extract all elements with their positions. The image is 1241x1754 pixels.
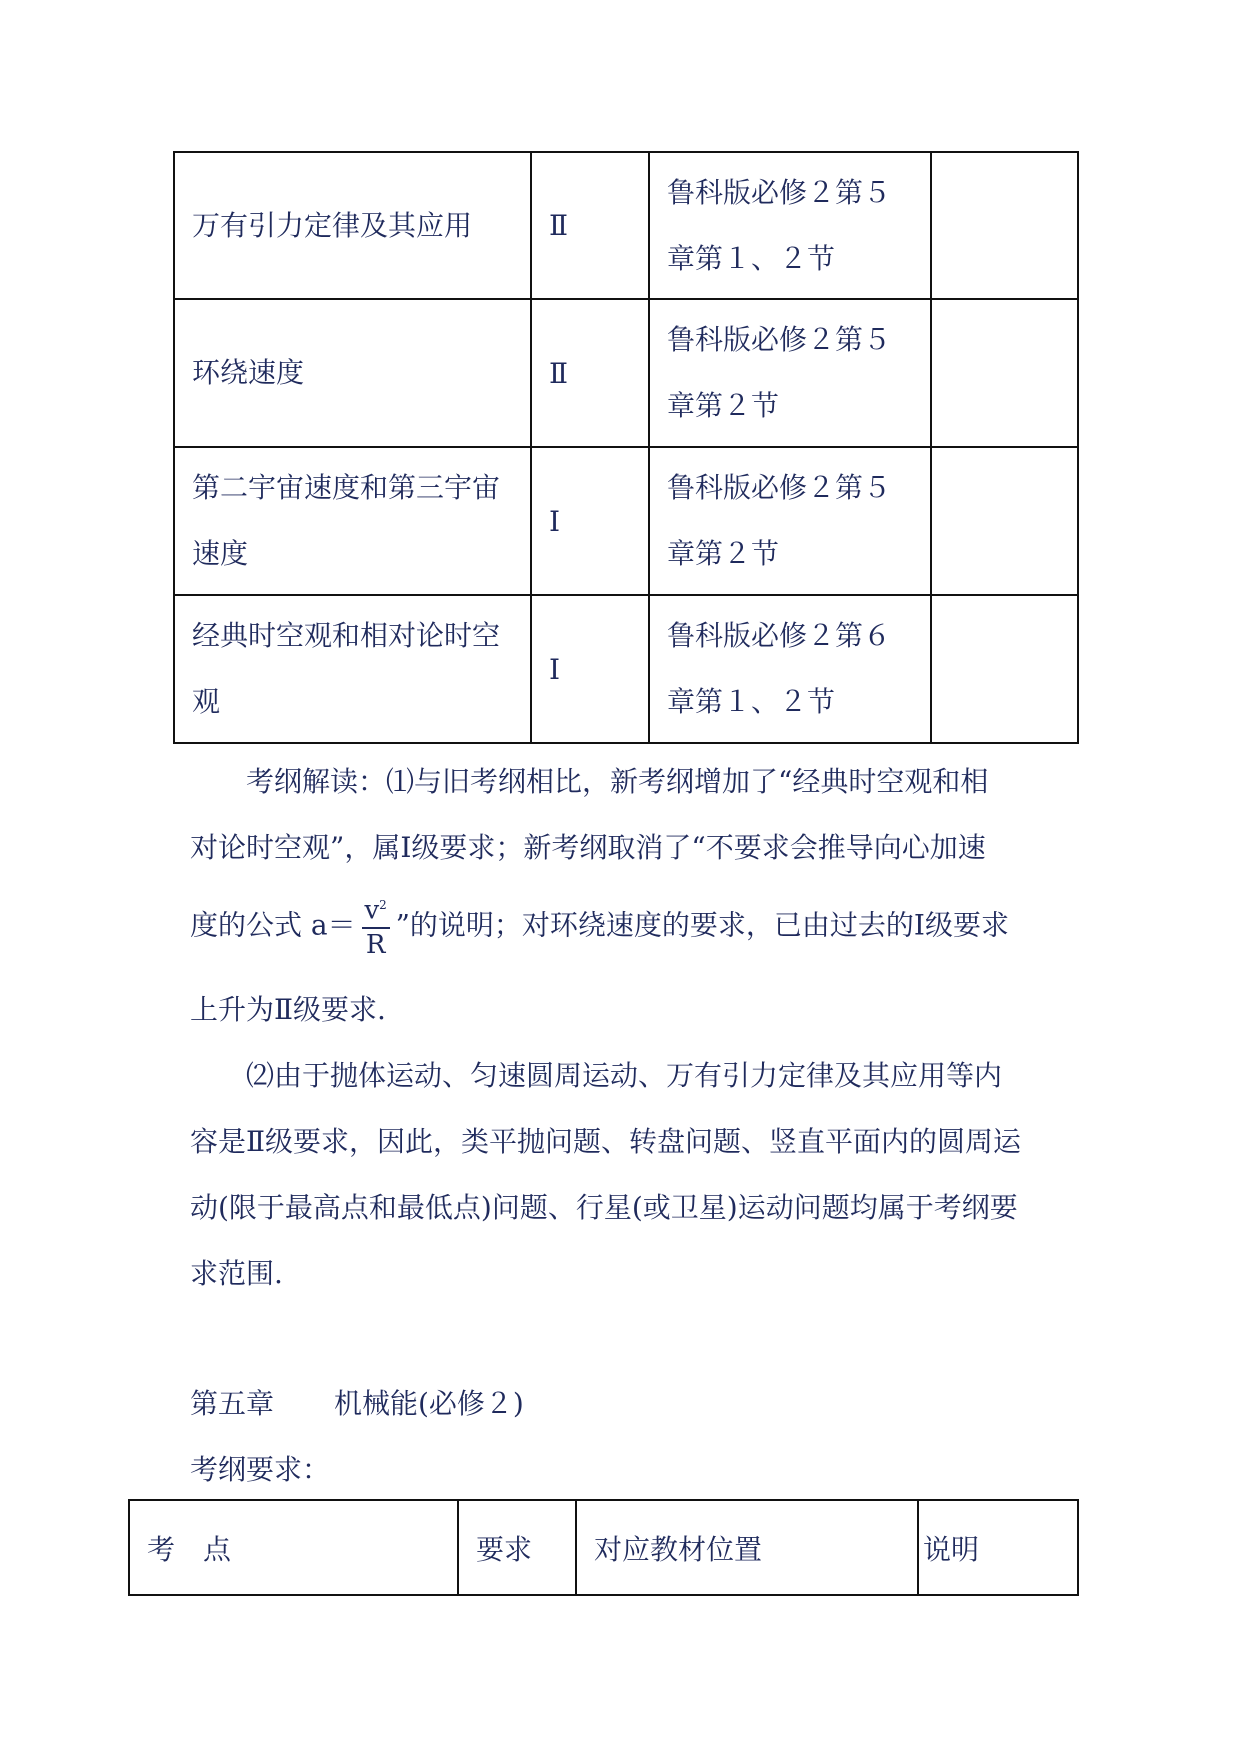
reading-paragraph-1-line-2: 对论时空观”，属Ⅰ级要求；新考纲取消了“不要求会推导向心加速	[190, 831, 986, 864]
header-note: 说明	[918, 1500, 1078, 1595]
centripetal-acceleration-formula	[358, 892, 394, 962]
exam-table-mechanical-energy	[128, 1499, 1079, 1596]
textbook-position-cell: 鲁科版必修２第５章第２节	[649, 447, 931, 595]
note-cell	[931, 447, 1078, 595]
exam-point-cell: 经典时空观和相对论时空观	[174, 595, 531, 743]
formula-denominator: R	[365, 930, 386, 960]
chapter-number: 第五章	[190, 1387, 275, 1420]
textbook-position-cell: 鲁科版必修２第５章第１、２节	[649, 152, 931, 299]
exam-point-cell: 万有引力定律及其应用	[174, 152, 531, 299]
header-requirement: 要求	[458, 1500, 576, 1595]
exam-point-cell: 第二宇宙速度和第三宇宙速度	[174, 447, 531, 595]
reading-paragraph-1-line-1: 考纲解读：⑴与旧考纲相比，新考纲增加了“经典时空观和相	[246, 765, 989, 798]
chapter-title: 机械能(必修２)	[334, 1387, 524, 1420]
table-row	[174, 595, 1078, 743]
table-row	[174, 447, 1078, 595]
reading-paragraph-2-line-4: 求范围.	[190, 1257, 283, 1290]
textbook-position-cell: 鲁科版必修２第５章第２节	[649, 299, 931, 447]
fraction-bar	[362, 927, 390, 929]
table-header-row	[129, 1500, 1078, 1595]
requirement-cell: Ⅱ	[531, 299, 649, 447]
exam-point-cell: 环绕速度	[174, 299, 531, 447]
requirement-cell: Ⅱ	[531, 152, 649, 299]
reading-paragraph-1-line-3	[190, 892, 1009, 962]
header-textbook-position: 对应教材位置	[576, 1500, 918, 1595]
requirement-cell: Ⅰ	[531, 447, 649, 595]
note-cell	[931, 152, 1078, 299]
formula-lead-text: 度的公式 a＝	[190, 908, 356, 942]
reading-paragraph-2-line-3: 动(限于最高点和最低点)问题、行星(或卫星)运动问题均属于考纲要	[190, 1191, 1018, 1224]
requirement-cell: Ⅰ	[531, 595, 649, 743]
exam-table-gravitation	[173, 151, 1079, 744]
table-row	[174, 299, 1078, 447]
note-cell	[931, 595, 1078, 743]
exam-requirements-label: 考纲要求：	[190, 1453, 331, 1486]
formula-trail-text: ”的说明；对环绕速度的要求，已由过去的Ⅰ级要求	[395, 908, 1009, 942]
header-exam-point: 考 点	[129, 1500, 458, 1595]
table-row	[174, 152, 1078, 299]
reading-paragraph-1-line-4: 上升为Ⅱ级要求.	[190, 993, 386, 1026]
reading-paragraph-2-line-1: ⑵由于抛体运动、匀速圆周运动、万有引力定律及其应用等内	[246, 1059, 1003, 1092]
formula-numerator: $v^2$	[364, 895, 387, 926]
textbook-position-cell: 鲁科版必修２第６章第１、２节	[649, 595, 931, 743]
reading-paragraph-2-line-2: 容是Ⅱ级要求，因此，类平抛问题、转盘问题、竖直平面内的圆周运	[190, 1125, 1022, 1158]
note-cell	[931, 299, 1078, 447]
